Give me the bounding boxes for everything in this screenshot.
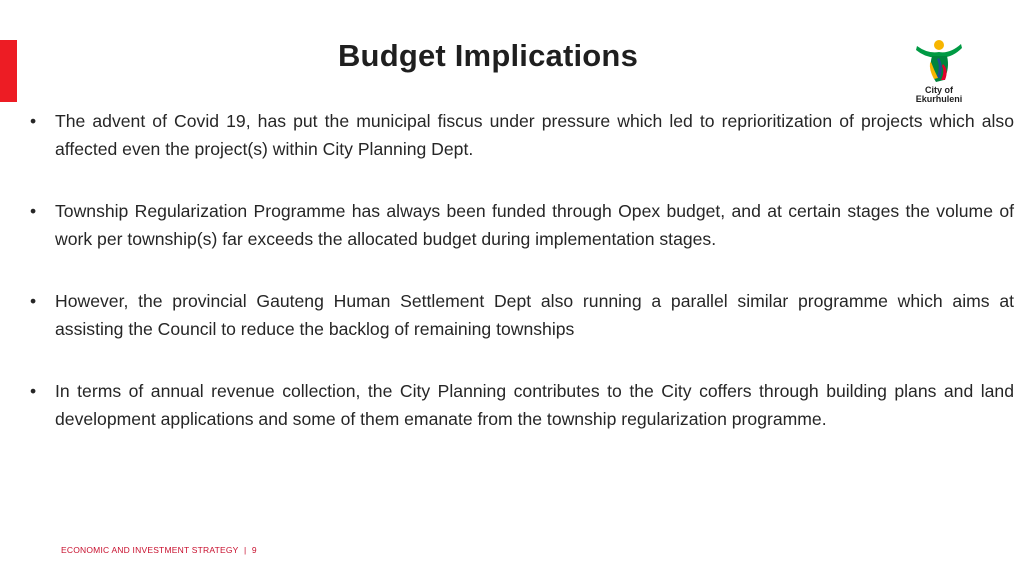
bullet-text: Township Regularization Programme has always been funded through Opex budget, and at certain stages the volume of work per township(s) far exceeds the allocated budget during implementation stages. bbox=[55, 201, 1014, 249]
logo-line-2: Ekurhuleni bbox=[915, 94, 963, 104]
city-logo bbox=[904, 38, 974, 104]
slide-footer bbox=[61, 545, 257, 555]
bullet-text: In terms of annual revenue collection, the City Planning contributes to the City coffers through building plans and land development applications and some of them emanate from the township regularization programme. bbox=[55, 381, 1014, 429]
bullet-dot-icon: • bbox=[30, 111, 37, 131]
footer-separator: | bbox=[243, 545, 247, 555]
bullet-list bbox=[30, 107, 1014, 467]
bullet-item bbox=[30, 287, 1014, 343]
bullet-dot-icon: • bbox=[30, 381, 37, 401]
bullet-text: The advent of Covid 19, has put the municipal fiscus under pressure which led to reprioritization of projects which also affected even the project(s) within City Planning Dept. bbox=[55, 111, 1014, 159]
bullet-dot-icon: • bbox=[30, 291, 37, 311]
logo-line-1: City of bbox=[925, 85, 953, 95]
bullet-dot-icon: • bbox=[30, 201, 37, 221]
logo-text bbox=[904, 86, 974, 104]
bullet-item bbox=[30, 197, 1014, 253]
page-number: 9 bbox=[251, 545, 257, 555]
footer-section: ECONOMIC AND INVESTMENT STRATEGY bbox=[61, 545, 239, 555]
slide-title: Budget Implications bbox=[337, 38, 639, 73]
bullet-text: However, the provincial Gauteng Human Settlement Dept also running a parallel similar programme which aims at assisting the Council to reduce the backlog of remaining townships bbox=[55, 291, 1014, 339]
city-of-ekurhuleni-logo-icon bbox=[914, 38, 964, 84]
bullet-item bbox=[30, 377, 1014, 433]
bullet-item bbox=[30, 107, 1014, 163]
